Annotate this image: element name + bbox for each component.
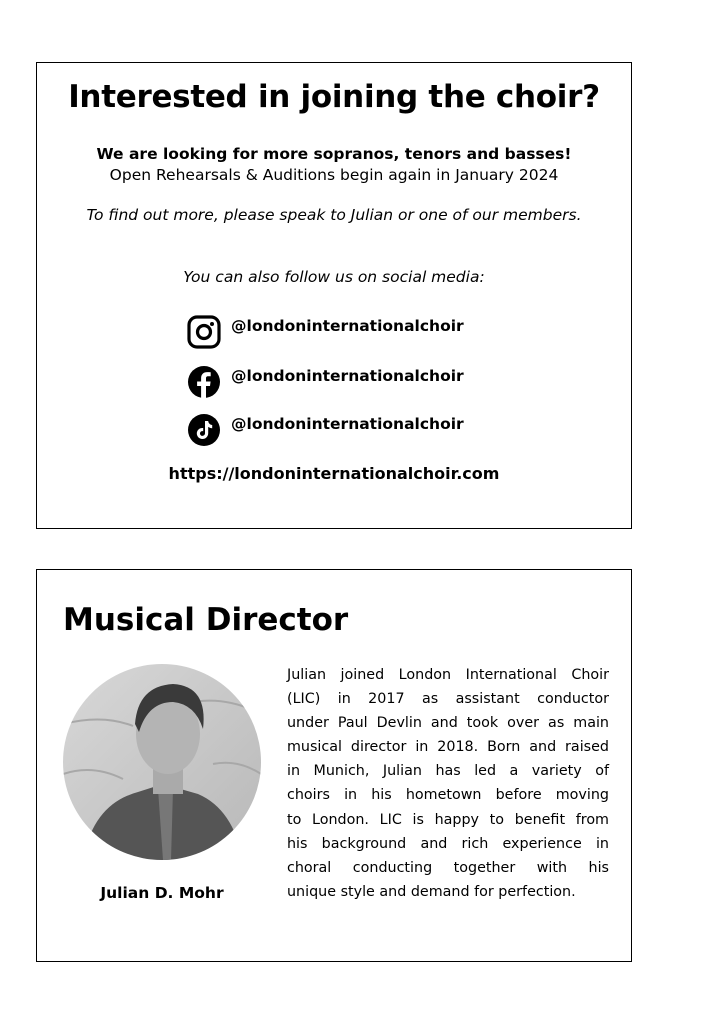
bio-line: under Paul Devlin and took over as main — [287, 715, 609, 732]
bio-line: his background and rich experience in — [287, 835, 609, 852]
instagram-handle: @londoninternationalchoir — [231, 317, 464, 335]
tiktok-link[interactable] — [187, 413, 464, 447]
find-out-text: To find out more, please speak to Julian or one of our members. — [86, 206, 582, 224]
looking-for-text: We are looking for more sopranos, tenors and basses! — [96, 145, 572, 163]
bio-line: to London. LIC is happy to benefit from — [287, 811, 609, 828]
bio-line: (LIC) in 2017 as assistant conductor — [287, 691, 609, 708]
join-choir-panel — [36, 62, 632, 529]
follow-text: You can also follow us on social media: — [183, 268, 485, 286]
director-photo — [63, 664, 261, 860]
director-bio — [287, 663, 609, 904]
facebook-handle: @londoninternationalchoir — [231, 367, 464, 385]
musical-director-panel — [36, 569, 632, 962]
bio-line: musical director in 2018. Born and raised — [287, 739, 609, 756]
join-title: Interested in joining the choir? — [68, 79, 600, 115]
bio-line: choral conducting together with his — [287, 859, 609, 876]
facebook-icon — [187, 365, 221, 399]
facebook-link[interactable] — [187, 365, 464, 399]
tiktok-handle: @londoninternationalchoir — [231, 415, 464, 433]
instagram-icon — [187, 315, 221, 349]
director-title: Musical Director — [63, 602, 349, 638]
tiktok-icon — [187, 413, 221, 447]
open-rehearsals-text: Open Rehearsals & Auditions begin again in January 2024 — [109, 166, 559, 184]
instagram-link[interactable] — [187, 315, 464, 349]
bio-line: Julian joined London International Choir — [287, 667, 609, 683]
bio-line: choirs in his hometown before moving — [287, 787, 609, 804]
director-name-caption: Julian D. Mohr — [100, 884, 224, 902]
bio-line: in Munich, Julian has led a variety of — [287, 763, 609, 780]
bio-line: unique style and demand for perfection. — [287, 883, 576, 900]
website-link[interactable]: https://londoninternationalchoir.com — [168, 464, 500, 483]
